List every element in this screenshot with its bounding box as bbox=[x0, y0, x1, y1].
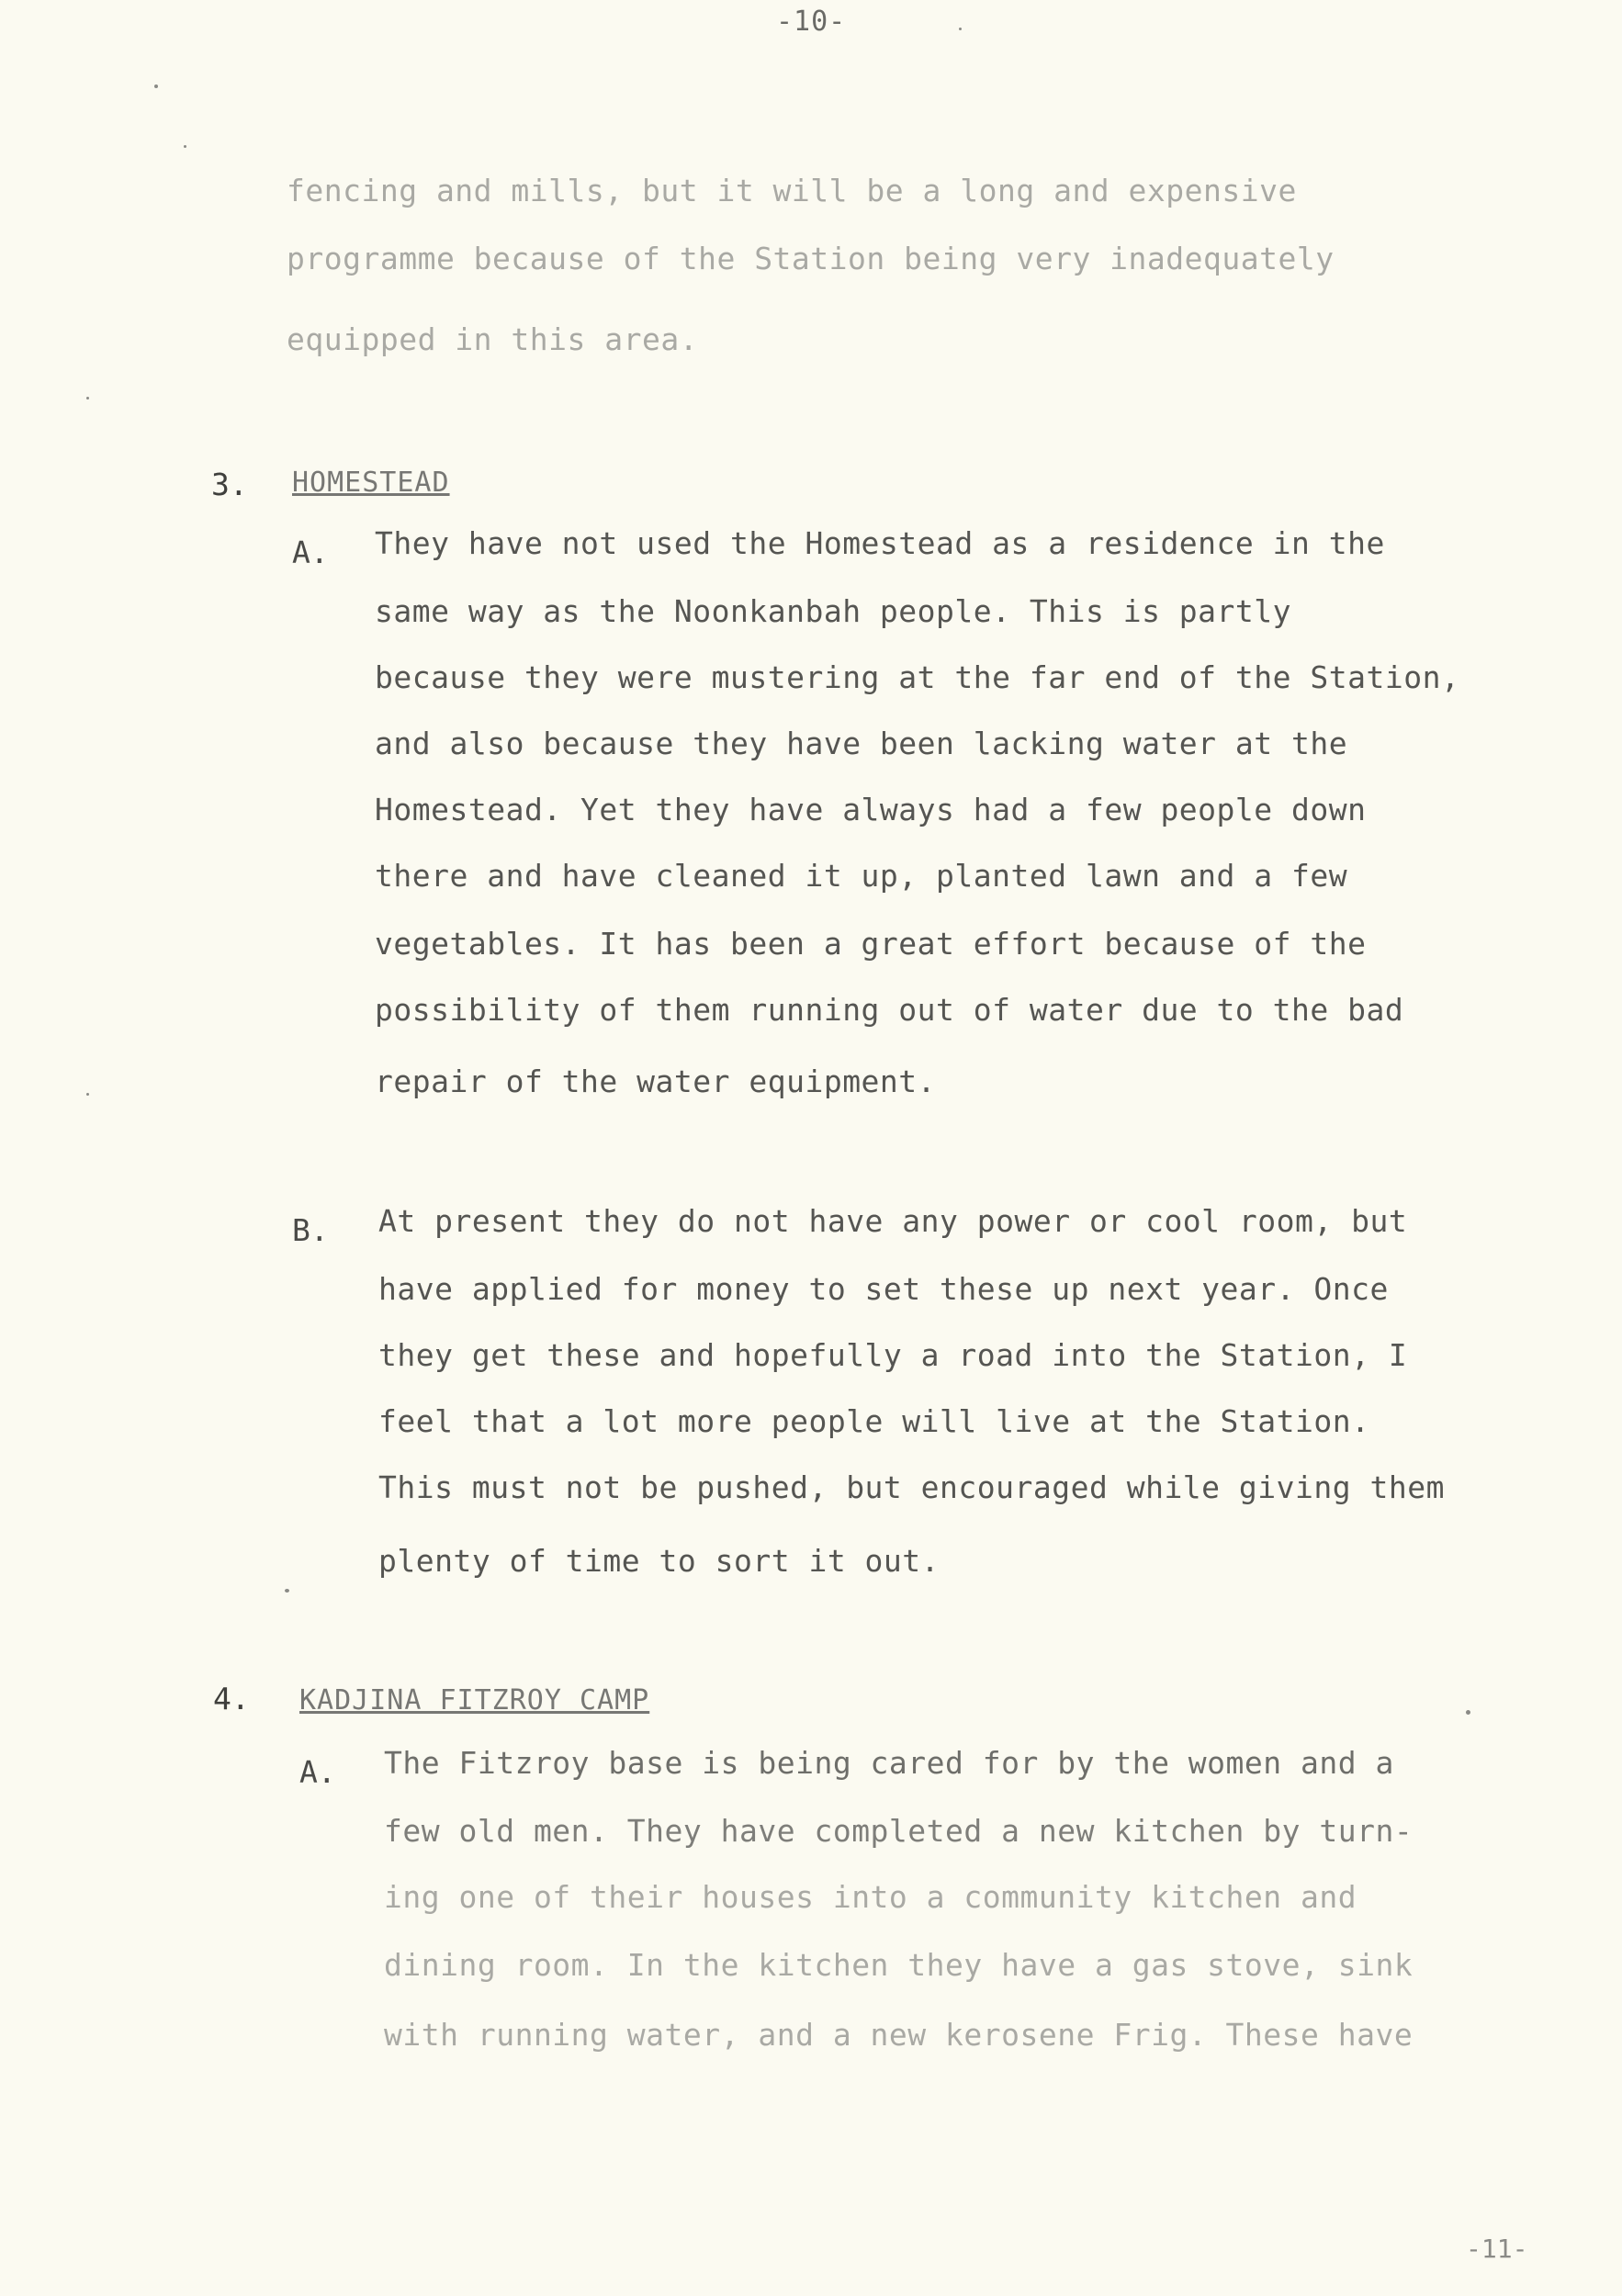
section-3-para-b-line: plenty of time to sort it out. bbox=[378, 1543, 941, 1579]
section-3-para-b-line: feel that a lot more people will live at the Station. bbox=[378, 1403, 1370, 1439]
page-number-bottom: -11- bbox=[1466, 2234, 1528, 2264]
section-4-title: KADJINA FITZROY CAMP bbox=[299, 1684, 650, 1716]
section-3-para-a-line: vegetables. It has been a great effort because of the bbox=[375, 926, 1367, 962]
intro-line: equipped in this area. bbox=[287, 321, 699, 357]
section-3-para-a-line: there and have cleaned it up, planted lawn and a few bbox=[375, 858, 1348, 894]
page-number-top: -10- bbox=[776, 6, 847, 38]
section-3-para-b-line: This must not be pushed, but encouraged while giving them bbox=[378, 1469, 1445, 1505]
section-3-para-b-line: they get these and hopefully a road into the Station, I bbox=[378, 1337, 1408, 1373]
section-4-para-a-line: The Fitzroy base is being cared for by the women and a bbox=[384, 1745, 1394, 1781]
section-4-para-a-line: few old men. They have completed a new kitchen by turn- bbox=[384, 1813, 1414, 1849]
section-4-para-a-line: ing one of their houses into a community kitchen and bbox=[384, 1879, 1357, 1915]
section-3-para-a-line: and also because they have been lacking water at the bbox=[375, 726, 1348, 761]
section-3-title: HOMESTEAD bbox=[292, 467, 450, 499]
section-3-para-a-line: because they were mustering at the far end of the Station, bbox=[375, 659, 1460, 695]
section-3-para-a-line: possibility of them running out of water due to the bad bbox=[375, 992, 1404, 1028]
section-3-para-b-line: have applied for money to set these up next year. Once bbox=[378, 1271, 1389, 1307]
section-3-para-a-line: same way as the Noonkanbah people. This is partly bbox=[375, 593, 1292, 629]
section-3-para-b-label: B. bbox=[292, 1212, 329, 1248]
section-3-para-a-line: repair of the water equipment. bbox=[375, 1064, 937, 1099]
section-4-para-a-line: dining room. In the kitchen they have a gas stove, sink bbox=[384, 1947, 1414, 1983]
margin-mark bbox=[154, 84, 158, 88]
section-3-para-b-line: At present they do not have any power or cool room, but bbox=[378, 1203, 1408, 1239]
section-3-para-a-label: A. bbox=[292, 535, 329, 570]
section-4-para-a-line: with running water, and a new kerosene Frig. These have bbox=[384, 2017, 1414, 2053]
margin-mark bbox=[959, 28, 962, 30]
margin-mark bbox=[184, 145, 186, 148]
section-4-number: 4. bbox=[213, 1681, 250, 1716]
margin-mark bbox=[86, 1093, 89, 1096]
margin-mark bbox=[285, 1589, 289, 1593]
section-3-para-a-line: Homestead. Yet they have always had a few people down bbox=[375, 792, 1367, 827]
margin-mark bbox=[86, 397, 89, 400]
intro-line: programme because of the Station being very inadequately bbox=[287, 241, 1335, 276]
margin-mark bbox=[1466, 1710, 1470, 1715]
section-3-number: 3. bbox=[211, 467, 248, 502]
intro-line: fencing and mills, but it will be a long and expensive bbox=[287, 173, 1297, 208]
section-4-para-a-label: A. bbox=[299, 1754, 336, 1790]
section-3-para-a-line: They have not used the Homestead as a residence in the bbox=[375, 525, 1385, 561]
